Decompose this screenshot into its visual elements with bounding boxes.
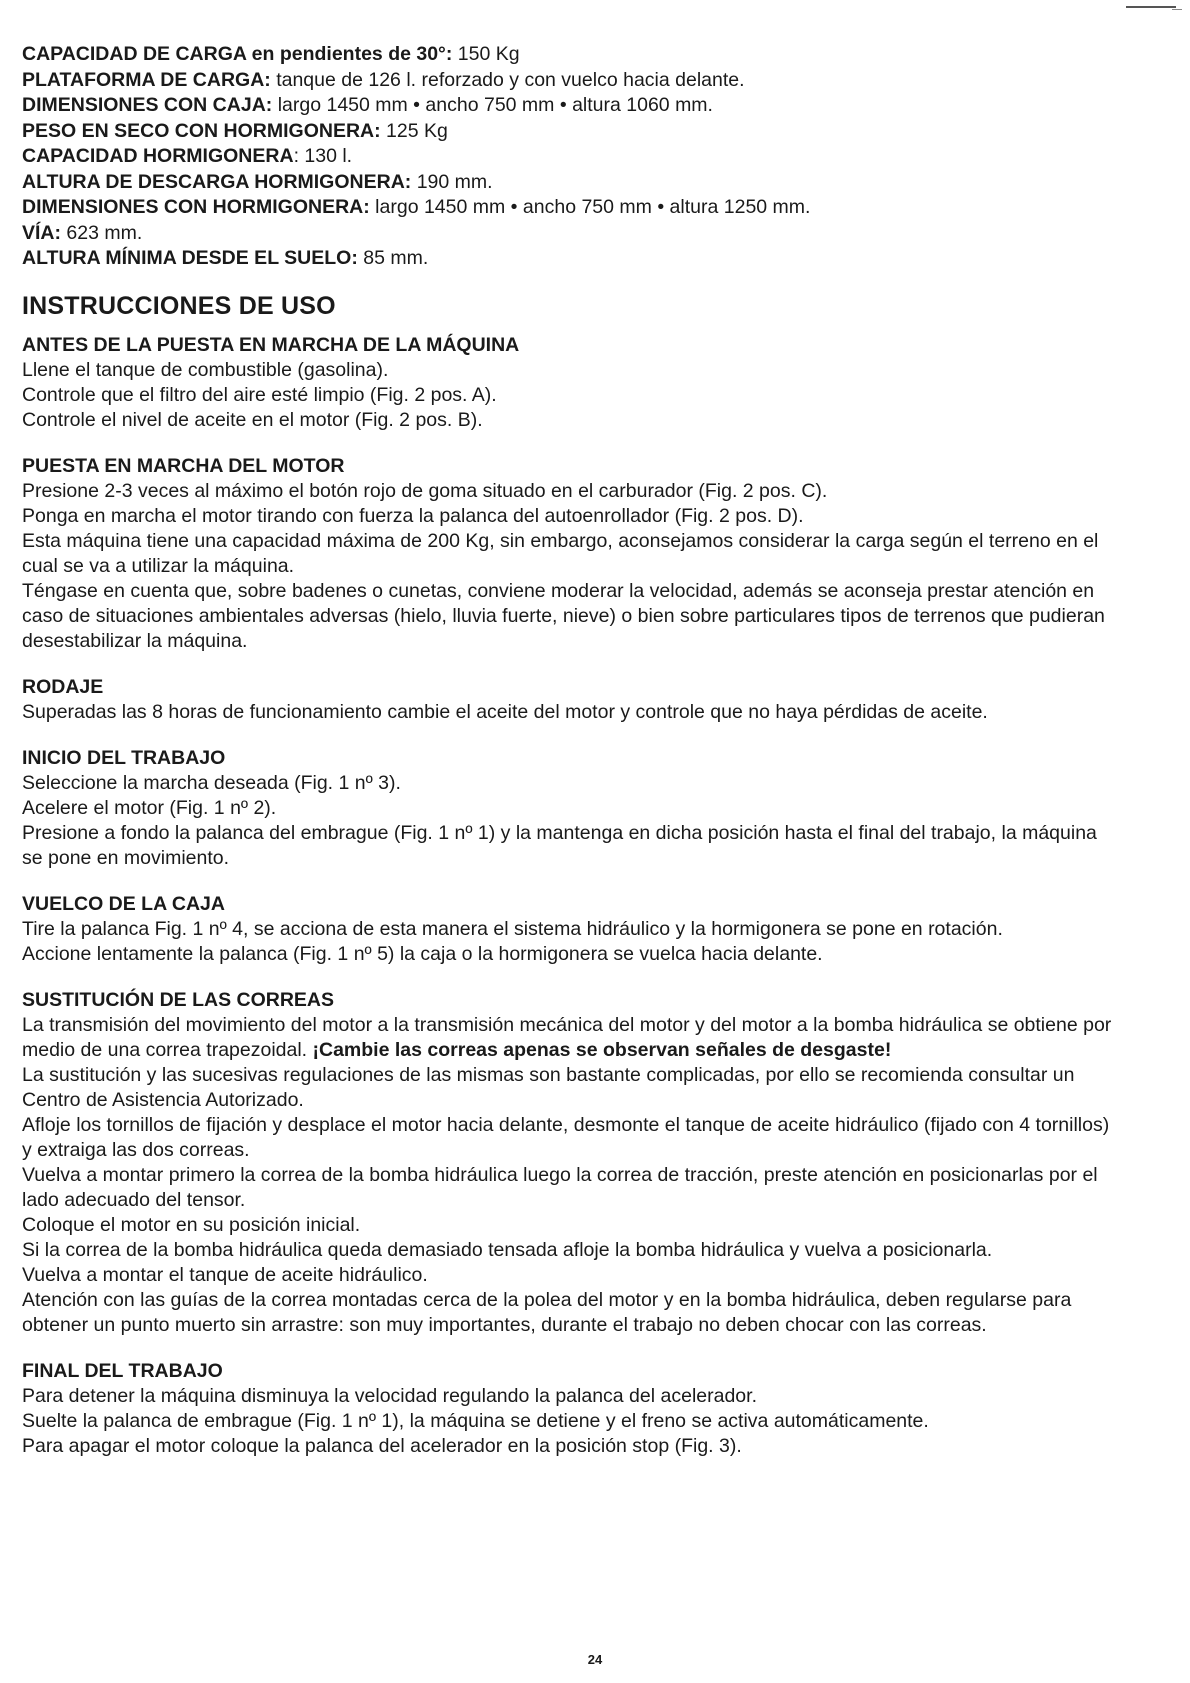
corner-tick xyxy=(1172,9,1182,10)
spec-line xyxy=(22,144,1120,170)
section-title: ANTES DE LA PUESTA EN MARCHA DE LA MÁQUINA xyxy=(22,333,520,356)
section-final-trabajo xyxy=(22,1359,1120,1459)
page-title: INSTRUCCIONES DE USO xyxy=(22,291,336,320)
section-vuelco-caja xyxy=(22,892,1120,967)
spec-value: : 130 l. xyxy=(293,145,353,167)
paragraph: Para apagar el motor coloque la palanca del acelerador en la posición stop (Fig. 3). xyxy=(22,1434,742,1457)
spec-label: ALTURA MÍNIMA DESDE EL SUELO: xyxy=(22,247,358,269)
section-rodaje xyxy=(22,675,1120,725)
paragraph: Suelte la palanca de embrague (Fig. 1 nº 1), la máquina se detiene y el freno se activa automáticamente. xyxy=(22,1409,929,1432)
warning-text: ¡Cambie las correas apenas se observan señales de desgaste! xyxy=(312,1038,892,1061)
section-title: FINAL DEL TRABAJO xyxy=(22,1359,223,1382)
paragraph: Superadas las 8 horas de funcionamiento cambie el aceite del motor y controle que no haya pérdidas de aceite. xyxy=(22,700,988,723)
spec-value: tanque de 126 l. reforzado y con vuelco hacia delante. xyxy=(270,68,745,91)
spec-label: PLATAFORMA DE CARGA: xyxy=(22,68,271,91)
paragraph: Vuelva a montar el tanque de aceite hidráulico. xyxy=(22,1263,428,1286)
paragraph: Coloque el motor en su posición inicial. xyxy=(22,1213,361,1236)
spec-line xyxy=(22,246,1120,272)
spec-value: 190 mm. xyxy=(411,170,493,193)
paragraph-text: La transmisión del movimiento del motor a la transmisión mecánica del motor y del motor a la bomba hidráulica se obtiene por medio de una correa trapezoidal. xyxy=(22,1013,1112,1061)
section-title: RODAJE xyxy=(22,675,104,698)
spec-label: CAPACIDAD DE CARGA en pendientes de 30°: xyxy=(22,43,453,65)
paragraph: Esta máquina tiene una capacidad máxima de 200 Kg, sin embargo, aconsejamos considerar la carga según el terreno en el cual se va a utilizar la máquina. xyxy=(22,529,1099,577)
spec-line xyxy=(22,42,1120,68)
paragraph: Ponga en marcha el motor tirando con fuerza la palanca del autoenrollador (Fig. 2 pos. D). xyxy=(22,504,804,527)
spec-label: PESO EN SECO CON HORMIGONERA: xyxy=(22,119,381,142)
spec-value: largo 1450 mm • ancho 750 mm • altura 1060 mm. xyxy=(272,94,713,116)
spec-label: DIMENSIONES CON HORMIGONERA: xyxy=(22,196,370,218)
section-title: INICIO DEL TRABAJO xyxy=(22,746,226,769)
section-title: VUELCO DE LA CAJA xyxy=(22,892,225,915)
paragraph: Tire la palanca Fig. 1 nº 4, se acciona de esta manera el sistema hidráulico y la hormigonera se pone en rotación. xyxy=(22,917,1003,940)
section-title: PUESTA EN MARCHA DEL MOTOR xyxy=(22,454,345,477)
page-number: 24 xyxy=(587,1652,603,1667)
paragraph: Afloje los tornillos de fijación y desplace el motor hacia delante, desmonte el tanque de aceite hidráulico (fijado con 4 tornillos) y extraiga las dos correas. xyxy=(22,1113,1110,1161)
spec-line xyxy=(22,119,1120,145)
spec-label: VÍA: xyxy=(22,221,61,244)
spec-label: ALTURA DE DESCARGA HORMIGONERA: xyxy=(22,170,412,193)
paragraph: Para detener la máquina disminuya la velocidad regulando la palanca del acelerador. xyxy=(22,1384,757,1407)
spec-label: DIMENSIONES CON CAJA: xyxy=(22,94,273,116)
spec-line xyxy=(22,170,1120,196)
paragraph: Accione lentamente la palanca (Fig. 1 nº 5) la caja o la hormigonera se vuelca hacia delante. xyxy=(22,942,823,965)
section-title: SUSTITUCIÓN DE LAS CORREAS xyxy=(22,988,335,1011)
section-puesta-en-marcha xyxy=(22,454,1120,654)
section-sustitucion-correas xyxy=(22,988,1120,1338)
paragraph: Presione a fondo la palanca del embrague (Fig. 1 nº 1) y la mantenga en dicha posición hasta el final del trabajo, la máquina se pone en movimiento. xyxy=(22,821,1097,869)
spec-label: CAPACIDAD HORMIGONERA xyxy=(22,145,294,167)
section-inicio-trabajo xyxy=(22,746,1120,871)
document-page xyxy=(22,42,1120,1480)
paragraph: Seleccione la marcha deseada (Fig. 1 nº 3). xyxy=(22,771,401,794)
spec-line xyxy=(22,221,1120,247)
spec-line xyxy=(22,93,1120,119)
spec-list xyxy=(22,42,1120,272)
spec-value: 85 mm. xyxy=(357,247,429,269)
section-antes xyxy=(22,333,1120,433)
paragraph: La sustitución y las sucesivas regulaciones de las mismas son bastante complicadas, por ello se recomienda consultar un Centro de Asistencia Autorizado. xyxy=(22,1063,1075,1111)
paragraph: Atención con las guías de la correa montadas cerca de la polea del motor y en la bomba hidráulica, deben regularse para obtener un punto muerto sin arrastre: son muy importantes, durante el trabajo no deben chocar con las correas. xyxy=(22,1288,1072,1336)
corner-rule xyxy=(1126,6,1176,8)
spec-line xyxy=(22,68,1120,94)
paragraph: Controle el nivel de aceite en el motor (Fig. 2 pos. B). xyxy=(22,408,483,431)
spec-value: 623 mm. xyxy=(61,221,143,244)
paragraph: Acelere el motor (Fig. 1 nº 2). xyxy=(22,796,277,819)
paragraph: Controle que el filtro del aire esté limpio (Fig. 2 pos. A). xyxy=(22,383,497,406)
spec-line xyxy=(22,195,1120,221)
paragraph: Vuelva a montar primero la correa de la bomba hidráulica luego la correa de tracción, preste atención en posicionarlas por el lado adecuado del tensor. xyxy=(22,1163,1098,1211)
spec-value: largo 1450 mm • ancho 750 mm • altura 1250 mm. xyxy=(369,196,811,218)
spec-value: 150 Kg xyxy=(452,43,520,65)
spec-value: 125 Kg xyxy=(380,119,448,142)
paragraph: Si la correa de la bomba hidráulica queda demasiado tensada afloje la bomba hidráulica y vuelva a posicionarla. xyxy=(22,1238,993,1261)
paragraph: Presione 2-3 veces al máximo el botón rojo de goma situado en el carburador (Fig. 2 pos. C). xyxy=(22,479,828,502)
paragraph xyxy=(22,1013,1120,1063)
paragraph: Llene el tanque de combustible (gasolina). xyxy=(22,358,389,381)
paragraph: Téngase en cuenta que, sobre badenes o cunetas, conviene moderar la velocidad, además se aconseja prestar atención en caso de situaciones ambientales adversas (hielo, lluvia fuerte, nieve) o bien sobre particulares tipos de terrenos que pudieran desestabilizar la máquina. xyxy=(22,579,1105,652)
